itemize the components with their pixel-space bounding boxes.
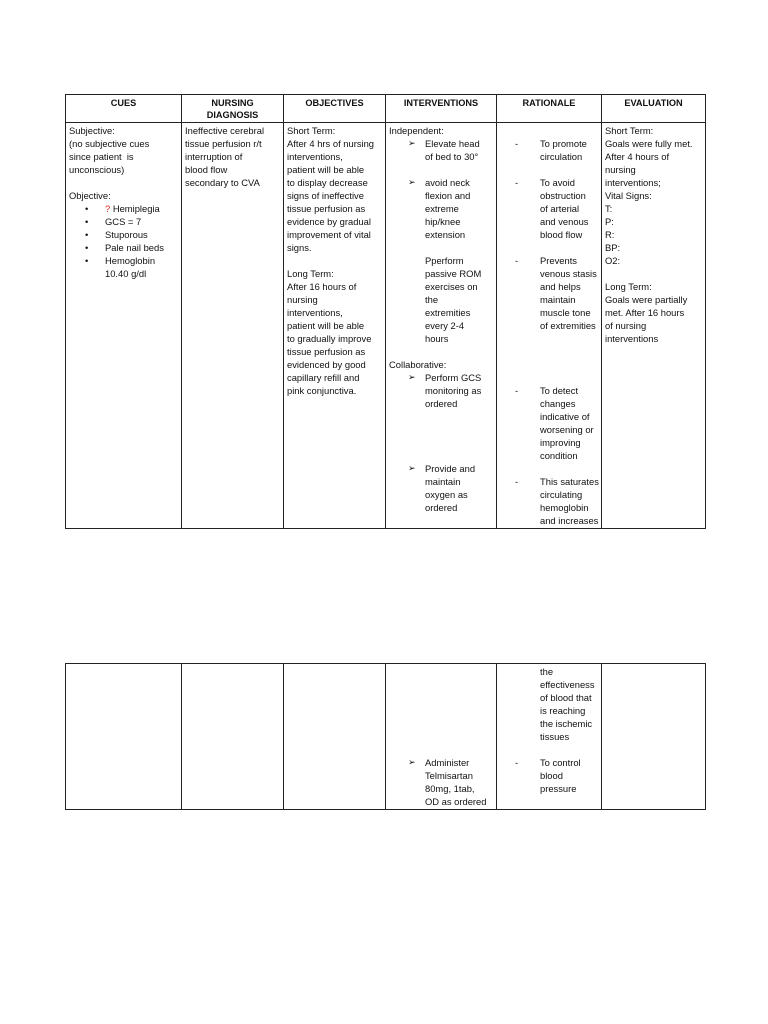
evaluation-cell	[602, 664, 706, 810]
long-term-label: Long Term:	[605, 281, 652, 292]
evaluation-line: of nursing	[605, 320, 647, 331]
objective-line: patient will be able	[287, 164, 365, 175]
dash-bullet: -	[515, 255, 519, 266]
diagnosis-cell	[182, 123, 284, 529]
arrow-bullet-icon: ➢	[408, 138, 416, 148]
diagnosis-line: blood flow	[185, 164, 228, 175]
vital-sign-line: R:	[605, 229, 615, 240]
vital-sign-line: T:	[605, 203, 613, 214]
header-cues: CUES	[66, 95, 182, 123]
cues-cell	[66, 664, 182, 810]
cue-bullet-item: • Stuporous	[69, 228, 178, 241]
interventions-cell: ➢ Administer Telmisartan 80mg, 1tab, OD as ordered	[386, 664, 497, 810]
subjective-label: Subjective:	[69, 125, 115, 136]
rationale-cell: - To promote circulation - To avoid obstruction of arterial and venous blood flow - Prevents venous stasis and helps maintain muscle tone of extremities - To detect changes indicative of worsening or improving condition - This saturates circulating hemoglobin and increases	[497, 123, 602, 529]
care-plan-table-page1	[65, 94, 706, 529]
header-nursing-diagnosis: NURSING DIAGNOSIS	[182, 95, 284, 123]
header-objectives: OBJECTIVES	[284, 95, 386, 123]
evaluation-line: Goals were fully met.	[605, 138, 693, 149]
arrow-bullet-icon: ➢	[408, 463, 416, 473]
cue-bullet-item: • GCS = 7	[69, 215, 178, 228]
collaborative-label: Collaborative:	[389, 359, 447, 370]
objective-line: capillary refill and	[287, 372, 360, 383]
arrow-bullet-icon: ➢	[408, 757, 416, 767]
vital-sign-line: O2:	[605, 255, 621, 266]
rationale-item: - This saturates	[515, 476, 599, 487]
objective-line: After 4 hrs of nursing	[287, 138, 375, 149]
vital-sign-line: BP:	[605, 242, 621, 253]
header-evaluation: EVALUATION	[602, 95, 706, 123]
short-term-label: Short Term:	[605, 125, 654, 136]
evaluation-cell	[602, 123, 706, 529]
rationale-item: - To control	[515, 757, 581, 768]
rationale-continuation: the	[540, 666, 554, 677]
cue-bullet-item: • ? Hemiplegia	[69, 202, 178, 215]
objective-line: tissue perfusion as	[287, 346, 366, 357]
intervention-item: ➢ Administer	[408, 757, 470, 768]
unknown-symbol-mark: ?	[105, 203, 111, 214]
cue-line: unconscious)	[69, 164, 125, 175]
long-term-label: Long Term:	[287, 268, 334, 279]
cue-bullet-continuation: 10.40 g/dl	[105, 268, 147, 279]
objective-line: interventions,	[287, 307, 343, 318]
short-term-label: Short Term:	[287, 125, 336, 136]
dash-bullet: -	[515, 757, 519, 768]
intervention-item: Pperform	[425, 255, 464, 266]
interventions-cell: Independent: ➢ Elevate head of bed to 30° ➢ avoid neck flexion and extreme hip/knee extension Pperform passive ROM exercises on the extremities every 2-4 hours Collaborative: ➢ Perform GCS monitoring as ordered ➢ Provide and maintain oxygen as ordered	[386, 123, 497, 529]
objective-line: tissue perfusion as	[287, 203, 366, 214]
objective-line: interventions,	[287, 151, 343, 162]
objective-line: nursing	[287, 294, 318, 305]
table-row	[66, 664, 706, 810]
diagnosis-cell	[182, 664, 284, 810]
arrow-bullet-icon: ➢	[408, 372, 416, 382]
objectives-cell	[284, 664, 386, 810]
cue-line: (no subjective cues	[69, 138, 150, 149]
objective-line: evidenced by good	[287, 359, 366, 370]
diagnosis-line: secondary to CVA	[185, 177, 260, 188]
objective-line: to display decrease	[287, 177, 368, 188]
intervention-item: ➢ Perform GCS	[408, 372, 482, 383]
intervention-item: ➢ Provide and	[408, 463, 476, 474]
rationale-item: - To detect	[515, 385, 579, 396]
objective-line: After 16 hours of	[287, 281, 357, 292]
rationale-item: - Prevents	[515, 255, 577, 266]
dash-bullet: -	[515, 476, 519, 487]
independent-label: Independent:	[389, 125, 444, 136]
cue-bullet-item: • Pale nail beds	[69, 241, 178, 254]
objective-line: improvement of vital	[287, 229, 371, 240]
dash-bullet: -	[515, 177, 519, 188]
table-row	[66, 123, 706, 529]
rationale-cell: the effectiveness of blood that is reaching the ischemic tissues - To control blood pressure	[497, 664, 602, 810]
header-interventions: INTERVENTIONS	[386, 95, 497, 123]
dash-bullet: -	[515, 385, 519, 396]
dash-bullet: -	[515, 138, 519, 149]
intervention-item: ➢ avoid neck	[408, 177, 470, 188]
diagnosis-line: tissue perfusion r/t	[185, 138, 262, 149]
diagnosis-line: interruption of	[185, 151, 243, 162]
evaluation-line: nursing	[605, 164, 636, 175]
diagnosis-line: Ineffective cerebral	[185, 125, 265, 136]
objective-line: signs.	[287, 242, 312, 253]
rationale-item: - To promote	[515, 138, 587, 149]
vital-sign-line: P:	[605, 216, 614, 227]
objective-line: to gradually improve	[287, 333, 372, 344]
objectives-cell	[284, 123, 386, 529]
arrow-bullet-icon: ➢	[408, 177, 416, 187]
objective-label: Objective:	[69, 190, 111, 201]
cue-bullet-item: • Hemoglobin	[69, 254, 178, 267]
rationale-item: - To avoid	[515, 177, 575, 188]
objective-line: pink conjunctiva.	[287, 385, 357, 396]
evaluation-line: met. After 16 hours	[605, 307, 685, 318]
cues-cell	[66, 123, 182, 529]
objective-line: patient will be able	[287, 320, 365, 331]
intervention-item: ➢ Elevate head	[408, 138, 480, 149]
evaluation-line: After 4 hours of	[605, 151, 670, 162]
header-row	[66, 95, 706, 123]
evaluation-line: Goals were partially	[605, 294, 688, 305]
cue-line: since patient is	[69, 151, 134, 162]
vital-signs-label: Vital Signs:	[605, 190, 652, 201]
evaluation-line: interventions;	[605, 177, 661, 188]
header-rationale: RATIONALE	[497, 95, 602, 123]
objective-line: signs of ineffective	[287, 190, 364, 201]
care-plan-table-page2	[65, 663, 706, 810]
evaluation-line: interventions	[605, 333, 659, 344]
objective-line: evidence by gradual	[287, 216, 371, 227]
